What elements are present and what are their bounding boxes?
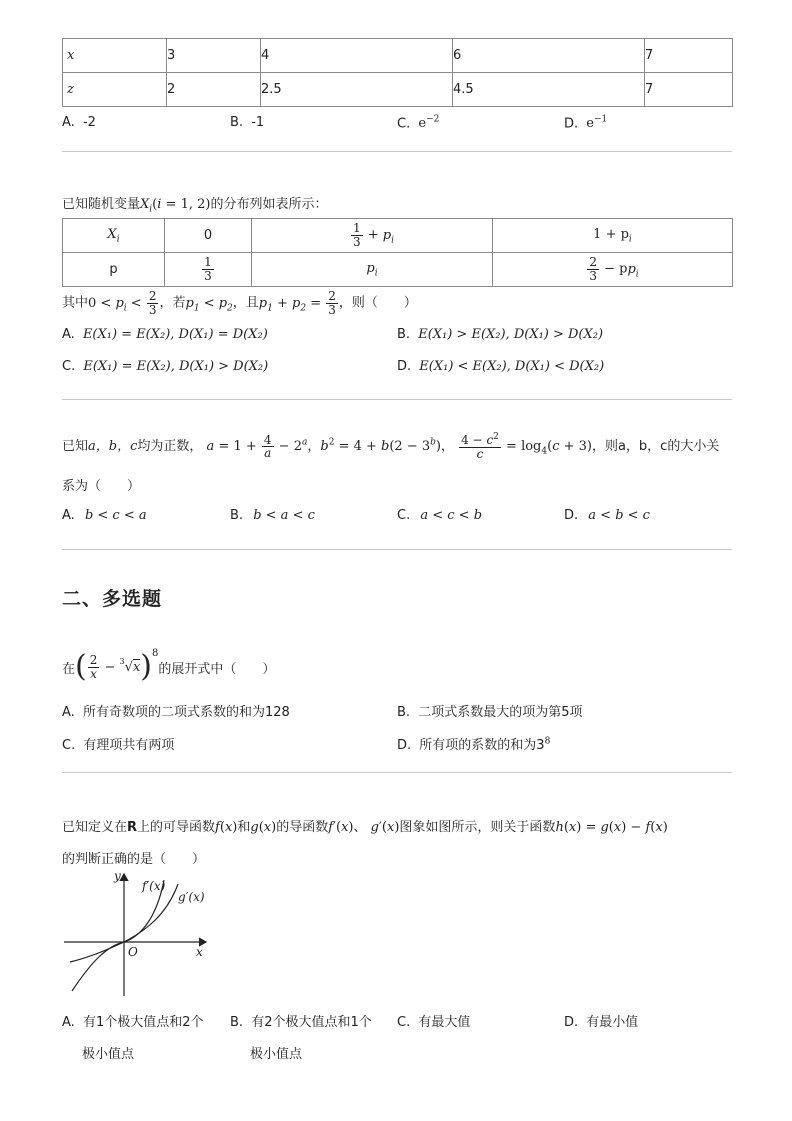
q5-stem-text: 图象如图所示，则关于函数 <box>399 820 556 835</box>
q5-stem-text: 和 <box>237 820 251 835</box>
q2-option-d[interactable] <box>397 359 604 374</box>
option-text: 有2个极大值点和1个 <box>251 1015 372 1030</box>
option-text: -2 <box>82 115 96 130</box>
q1-row1-label: x <box>63 39 167 73</box>
option-label: B. <box>230 115 244 130</box>
q1-table <box>62 38 733 107</box>
q4-option-d[interactable] <box>397 734 550 753</box>
divider <box>62 549 732 550</box>
option-label: B. <box>397 705 411 720</box>
q2-stem-text: 已知随机变量 <box>62 197 141 212</box>
q4-stem-text: 在 <box>62 661 76 677</box>
option-text: b < c < a <box>84 508 147 523</box>
q3-stem-text: ，则a，b，c的大小关 <box>591 439 720 455</box>
q2-cond-text: ，且 <box>232 295 259 311</box>
q1-option-c[interactable] <box>397 115 439 131</box>
q3-option-c[interactable] <box>397 508 482 523</box>
q4-stem-text: 的展开式中（ ） <box>158 661 276 677</box>
q2-option-c[interactable] <box>62 359 268 374</box>
option-text: 极小值点 <box>250 1047 303 1062</box>
q3-option-b[interactable] <box>230 508 315 523</box>
q5-option-b[interactable] <box>230 1007 372 1071</box>
q3-stem-vars: a，b，c <box>88 439 138 455</box>
q5-stem-text: 、 <box>353 820 367 835</box>
f-prime-curve <box>72 880 164 991</box>
q4-option-c[interactable] <box>62 734 174 753</box>
section-title: 二、多选题 <box>62 588 163 610</box>
q4-option-b[interactable] <box>397 701 582 720</box>
q1-cell: 4.5 <box>453 73 645 107</box>
option-label: A. <box>62 508 75 523</box>
q4-option-a[interactable] <box>62 701 290 720</box>
option-text: E(X₁) = E(X₂), D(X₁) = D(X₂) <box>82 327 268 342</box>
q2-condition: 其中$0 < p_i$ < $\frac{2}{3}$ ，若$p_1 < p_2$，且$p_1 + p_2$ = $\frac{2}{3}$ ，则（ ） <box>62 289 417 317</box>
divider <box>62 399 732 400</box>
option-text: -1 <box>251 115 265 130</box>
option-label: D. <box>397 359 412 374</box>
q5-stem-text: 的导函数 <box>276 820 329 835</box>
option-label: C. <box>397 116 411 132</box>
option-text: b < a < c <box>253 508 315 523</box>
option-label: A. <box>62 115 75 130</box>
q3-option-d[interactable] <box>564 508 650 523</box>
q1-cell: 6 <box>453 39 645 73</box>
option-text: 有最小值 <box>586 1015 639 1030</box>
q5-option-c[interactable] <box>397 1007 470 1039</box>
x-axis-label: x <box>196 945 203 959</box>
q2-cell-pi: $p_i$ <box>252 253 493 287</box>
q2-header-0: 0 <box>165 219 252 253</box>
q2-option-a[interactable] <box>62 327 268 342</box>
option-label: D. <box>564 1015 579 1030</box>
q5-stem-R: R <box>127 820 138 835</box>
q1-cell: 2 <box>167 73 261 107</box>
q5-stem-text: 上的可导函数 <box>137 820 216 835</box>
option-text: 有理项共有两项 <box>83 738 175 753</box>
option-label: A. <box>62 1015 75 1030</box>
q1-cell: 7 <box>645 73 733 107</box>
q2-header-xi: $X_i$ <box>63 219 165 253</box>
option-exp: 8 <box>544 736 551 747</box>
q3-stem-text: 均为正数， <box>137 439 203 455</box>
option-text: a < b < c <box>588 508 650 523</box>
origin-label: O <box>128 945 138 959</box>
option-label: A. <box>62 327 75 342</box>
q3-eq-b: $b^2 = 4 + b(2 - 3^b)$ <box>320 437 441 455</box>
option-label: B. <box>230 508 244 523</box>
option-label: D. <box>564 508 579 523</box>
option-label: D. <box>564 116 579 132</box>
option-text: 二项式系数最大的项为第5项 <box>418 705 583 720</box>
q1-option-d[interactable] <box>564 115 607 131</box>
option-label: A. <box>62 705 75 720</box>
q2-cond-text: ，则（ ） <box>338 295 417 311</box>
q1-cell: 7 <box>645 39 733 73</box>
q5-option-a[interactable] <box>62 1007 203 1071</box>
divider <box>62 772 732 773</box>
q5-graph <box>62 866 212 998</box>
option-text: 有最大值 <box>418 1015 471 1030</box>
q2-stem: 已知随机变量$X_i(i = 1$, 2)的分布列如表所示： <box>62 197 328 215</box>
q1-option-b[interactable] <box>230 115 264 130</box>
option-label: C. <box>397 508 411 523</box>
q2-header-frac: $\frac{1}{3}$ + $p_i$ <box>252 219 493 253</box>
q2-stem-text: 的分布列如表所示： <box>210 197 328 212</box>
q3-option-a[interactable] <box>62 508 147 523</box>
option-label: D. <box>397 738 412 753</box>
option-label: C. <box>397 1015 411 1030</box>
q2-cell-third: $\frac{1}{3}$ <box>165 253 252 287</box>
q2-table <box>62 218 733 287</box>
option-text: E(X₁) = E(X₂), D(X₁) > D(X₂) <box>83 359 269 374</box>
q1-row2-label: z <box>63 73 167 107</box>
option-label: B. <box>230 1015 244 1030</box>
option-label: C. <box>62 359 76 374</box>
q2-row-p: p <box>63 253 165 287</box>
q3-stem: 已知a，b，c均为正数， a = 1 + $\frac{4}{a}$ − $2^a$，$b^2 = 4 + b(2 - 3^b)$， $\frac{4 - c^2}{c}$ = $\log_4(c + 3)$，则a，b，c的大小关 <box>62 432 720 461</box>
q1-option-a[interactable] <box>62 115 96 130</box>
q3-eq-a: a = 1 + $\frac{4}{a}$ − $2^a$ <box>206 432 308 461</box>
q5-option-d[interactable] <box>564 1007 638 1039</box>
q3-stem-line2: 系为（ ） <box>62 479 141 494</box>
q2-header-last: $1 + p_i$ <box>493 219 733 253</box>
option-math: $e^{-1}$ <box>586 115 608 132</box>
option-text: 所有奇数项的二项式系数的和为128 <box>82 705 290 720</box>
q1-cell: 2.5 <box>261 73 453 107</box>
q2-cond-text: ，若 <box>159 295 186 311</box>
q3-eq-c: $\frac{4 - c^2}{c}$ = $\log_4(c + 3)$ <box>461 432 592 461</box>
q2-cell-last: $\frac{2}{3}$ − $pp_i$ <box>493 253 733 287</box>
q5-stem-text: 已知定义在 <box>62 820 128 835</box>
q2-cond-text: 其中 <box>62 295 89 311</box>
option-text: a < c < b <box>420 508 483 523</box>
option-text: E(X₁) > E(X₂), D(X₁) > D(X₂) <box>418 327 604 342</box>
g-prime-label: g′(x) <box>178 890 205 904</box>
option-text: E(X₁) < E(X₂), D(X₁) < D(X₂) <box>419 359 605 374</box>
option-text: 所有项的系数的和为3 <box>419 738 545 753</box>
q4-expression: ( $\frac{2}{x}$ − $^3$ √ x ) $^8$ <box>75 647 159 684</box>
q4-stem <box>62 647 276 684</box>
y-axis-label: y <box>114 869 121 883</box>
q2-option-b[interactable] <box>397 327 603 342</box>
q1-cell: 4 <box>261 39 453 73</box>
q5-stem: 已知定义在R上的可导函数f(x)和g(x)的导函数f′(x)、 g′(x)图象如图所示，则关于函数h(x) = g(x) − f(x) <box>62 820 668 835</box>
f-prime-label: f′(x) <box>142 879 166 893</box>
option-text: 极小值点 <box>82 1047 135 1062</box>
option-math: $e^{-2}$ <box>418 115 440 132</box>
option-text: 有1个极大值点和2个 <box>82 1015 204 1030</box>
q1-cell: 3 <box>167 39 261 73</box>
q3-stem-text: 已知 <box>62 439 89 455</box>
option-label: C. <box>62 738 76 753</box>
divider <box>62 151 732 152</box>
option-label: B. <box>397 327 411 342</box>
q5-stem-line2: 的判断正确的是（ ） <box>62 852 206 867</box>
